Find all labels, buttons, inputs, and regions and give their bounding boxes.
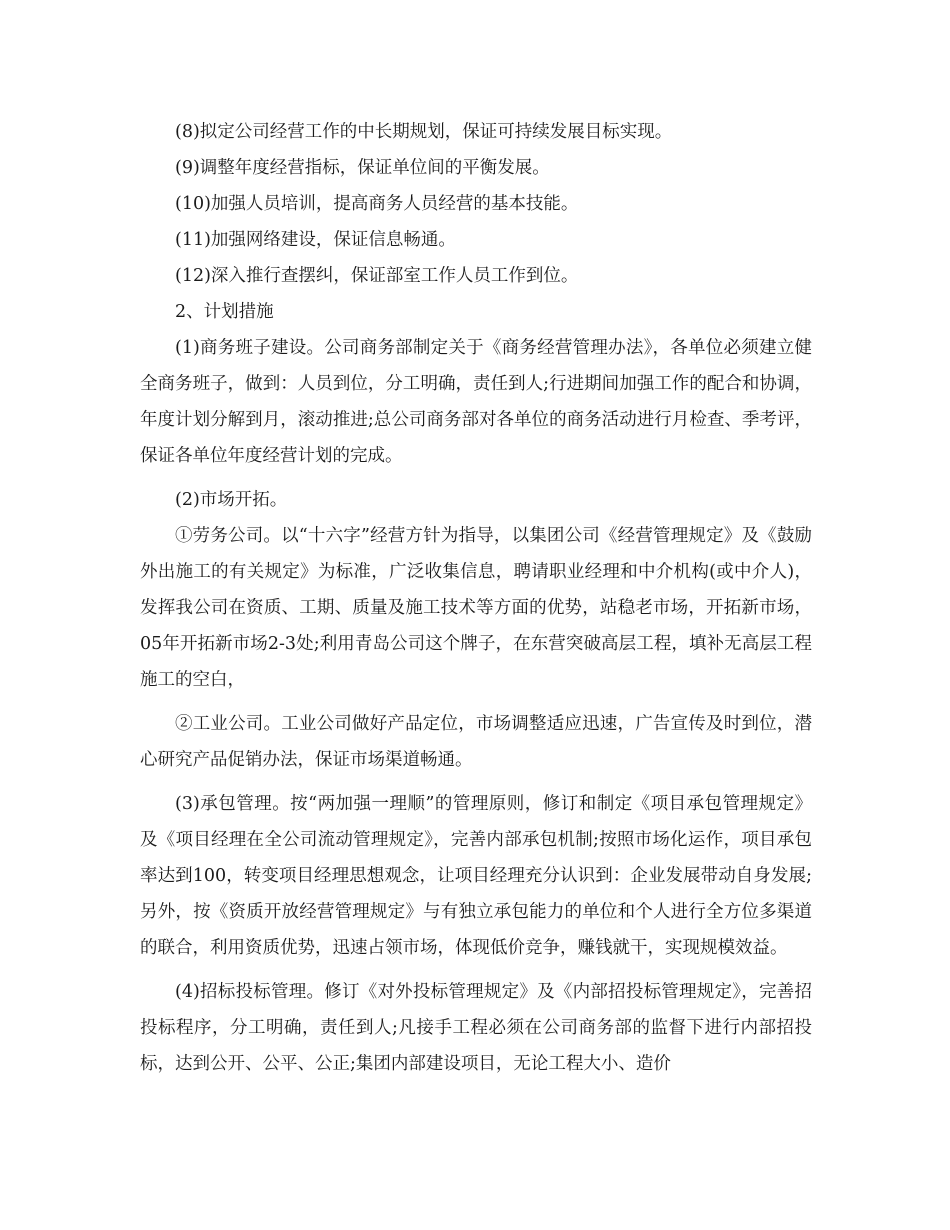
- paragraph-item-11: (11)加强网络建设，保证信息畅通。: [175, 230, 456, 250]
- paragraph-contract-management: (3)承包管理。按“两加强一理顺”的管理原则，修订和制定《项目承包管理规定》及《项目经理在全公司流动管理规定》，完善内部承包机制;按照市场化运作，项目承包率达到100，转变项目经理思想观念，让项目经理充分认识到：企业发展带动自身发展;另外，按《资质开放经营管理规定》与有独立承包能力的单位和个人进行全方位多渠道的联合，利用资质优势，迅速占领市场，体现低价竞争，赚钱就干，实现规模效益。: [140, 794, 812, 958]
- section-heading-plan-measures: 2、计划措施: [175, 302, 274, 322]
- paragraph-industrial-company: ②工业公司。工业公司做好产品定位，市场调整适应迅速，广告宣传及时到位，潜心研究产品促销办法，保证市场渠道畅通。: [140, 714, 812, 770]
- paragraph-labor-company: ①劳务公司。以“十六字”经营方针为指导，以集团公司《经营管理规定》及《鼓励外出施工的有关规定》为标准，广泛收集信息，聘请职业经理和中介机构(或中介人)，发挥我公司在资质、工期、质量及施工技术等方面的优势，站稳老市场，开拓新市场，05年开拓新市场2-3处;利用青岛公司这个牌子，在东营突破高层工程，填补无高层工程施工的空白，: [140, 526, 812, 690]
- paragraph-item-9: (9)调整年度经营指标，保证单位间的平衡发展。: [175, 158, 550, 178]
- paragraph-market-expansion: (2)市场开拓。: [175, 490, 288, 510]
- paragraph-business-team: (1)商务班子建设。公司商务部制定关于《商务经营管理办法》，各单位必须建立健全商务班子，做到：人员到位，分工明确，责任到人;行进期间加强工作的配合和协调，年度计划分解到月，滚动推进;总公司商务部对各单位的商务活动进行月检查、季考评，保证各单位年度经营计划的完成。: [140, 338, 812, 466]
- paragraph-item-8: (8)拟定公司经营工作的中长期规划，保证可持续发展目标实现。: [175, 122, 673, 142]
- paragraph-item-10: (10)加强人员培训，提高商务人员经营的基本技能。: [175, 194, 579, 214]
- paragraph-bidding-management: (4)招标投标管理。修订《对外投标管理规定》及《内部招投标管理规定》，完善招投标程序，分工明确，责任到人;凡接手工程必须在公司商务部的监督下进行内部招投标，达到公开、公平、公正;集团内部建设项目，无论工程大小、造价: [140, 982, 812, 1074]
- paragraph-item-12: (12)深入推行查摆纠，保证部室工作人员工作到位。: [175, 266, 579, 286]
- document-body: [140, 114, 812, 1090]
